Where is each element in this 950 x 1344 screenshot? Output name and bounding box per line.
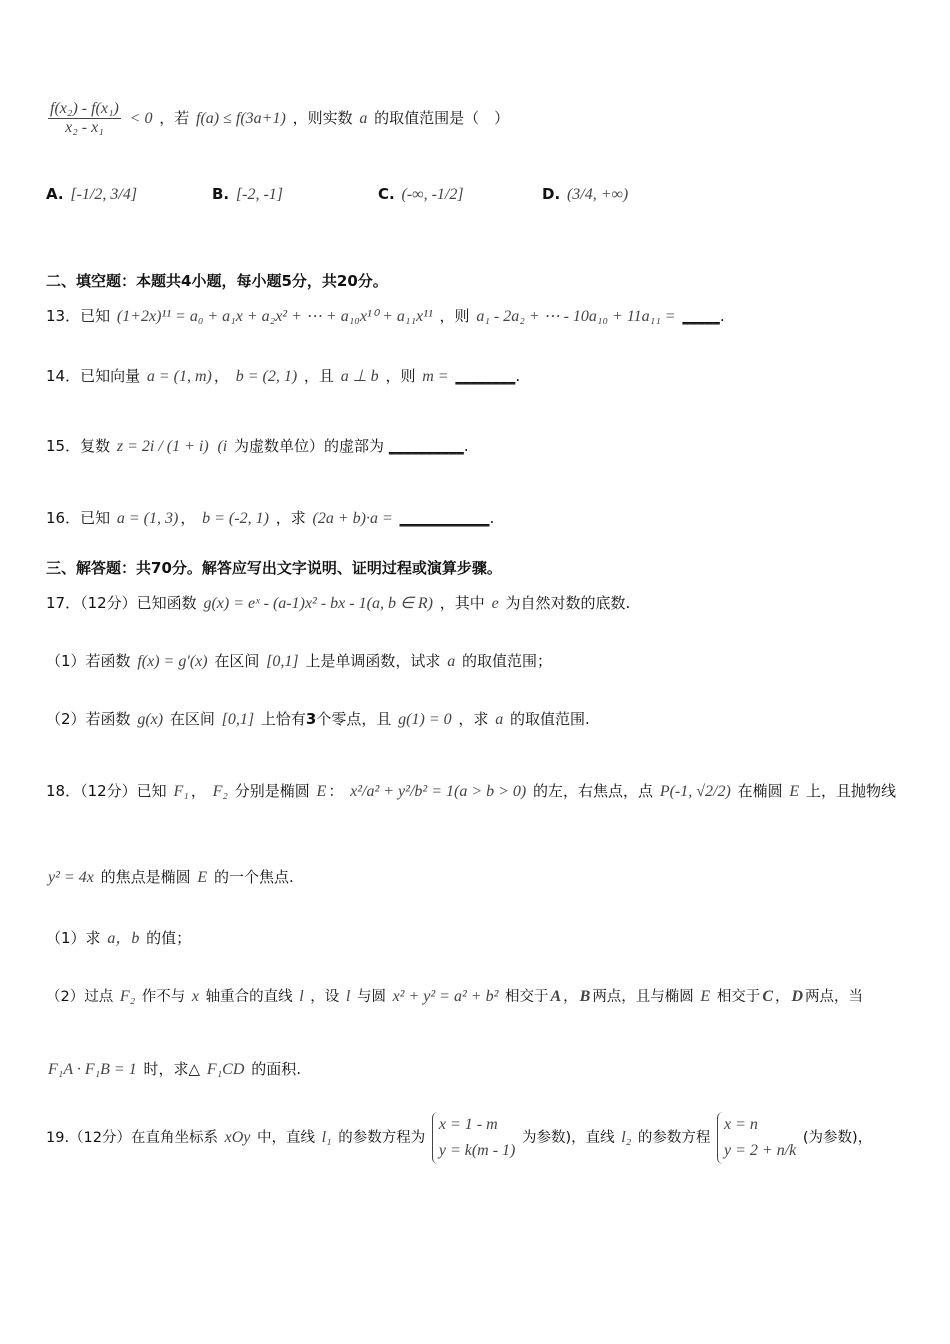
q13-answer-blank[interactable]: _____: [682, 307, 720, 325]
q12-option-b[interactable]: B. [-2, -1]: [212, 185, 284, 203]
q17-part1: （1）若函数 f(x) = g′(x) 在区间 [0,1] 上是单调函数，试求 a 的取值范围；: [46, 652, 552, 670]
q18-part2: （2）过点 F₂ 作不与 x 轴重合的直线 l ，设 l 与圆 x² + y² = a² + b² 相交于 A ， B 两点，且与椭圆 E 相交于 C ， D 两点，当: [46, 988, 864, 1005]
q13: 13．已知 (1+2x)¹¹ = a₀ + a₁x + a₂x² + ⋯ + a₁₀x¹⁰ + a₁₁x¹¹ ，则 a₁ - 2a₂ + ⋯ - 10a₁₀ + 11a₁₁ = _____.: [46, 307, 725, 325]
q19-system-1: x = 1 - m y = k(m - 1): [432, 1112, 516, 1164]
q15: 15．复数 z = 2i / (1 + i) (i 为虚数单位）的虚部为 __________.: [46, 437, 469, 455]
section-2-heading: 二、填空题：本题共4小题，每小题5分，共20分。: [46, 272, 388, 290]
q15-answer-blank[interactable]: __________: [388, 437, 464, 455]
section-3-heading: 三、解答题：共70分。解答应写出文字说明、证明过程或演算步骤。: [46, 559, 502, 577]
q16-answer-blank[interactable]: ____________: [399, 509, 490, 527]
q12-option-d[interactable]: D. (3/4, +∞): [542, 185, 629, 203]
q16: 16．已知 a = (1, 3) ， b = (-2, 1) ，求 (2a + b)·a = ____________.: [46, 509, 495, 527]
q12-option-a[interactable]: A. [-1/2, 3/4]: [46, 185, 138, 203]
q19-system-2: x = n y = 2 + n/k: [717, 1112, 796, 1164]
q17-part2: （2）若函数 g(x) 在区间 [0,1] 上恰有3个零点，且 g(1) = 0 ，求 a 的取值范围.: [46, 710, 590, 728]
q18-part1: （1）求 a，b 的值；: [46, 929, 192, 947]
q18-stem: 18．（12分）已知 F₁ ， F₂ 分别是椭圆 E ： x²/a² + y²/b² = 1(a > b > 0) 的左，右焦点，点 P(-1, √2/2) 在椭圆 E 上，且抛物线: [46, 782, 896, 800]
q18-stem-cont: y² = 4x 的焦点是椭圆 E 的一个焦点.: [48, 868, 294, 886]
q18-part2-cont: F₁A · F₁B = 1 时，求△ F₁CD 的面积.: [48, 1060, 301, 1078]
q12-option-c[interactable]: C. (-∞, -1/2]: [378, 185, 464, 203]
q12-inequality: $\frac{\text{f(x₂) - f(x₁)}}{\text{x₂ - x₁}}$: [50, 100, 119, 136]
q19-stem: 19.（12分）在直角坐标系 xOy 中，直线 l₁ 的参数方程为 x = 1 - m y = k(m - 1) 为参数)，直线 l₂ 的参数方程 x = n y = 2 + n/k (为参数)，: [46, 1112, 872, 1164]
q12-line: $\frac{\text{f(x₂) - f(x₁)}}{\text{x₂ - x₁}}$ < 0 ，若 f(a) ≤ f(3a+1) ，则实数 a 的取值范围是（ ）: [50, 100, 510, 136]
q17-stem: 17．（12分）已知函数 g(x) = eˣ - (a-1)x² - bx - 1(a, b ∈ R) ，其中 e 为自然对数的底数.: [46, 594, 631, 612]
q14: 14．已知向量 a = (1, m) ， b = (2, 1) ，且 a ⊥ b ，则 m = ________.: [46, 367, 521, 385]
q14-answer-blank[interactable]: ________: [455, 367, 516, 385]
